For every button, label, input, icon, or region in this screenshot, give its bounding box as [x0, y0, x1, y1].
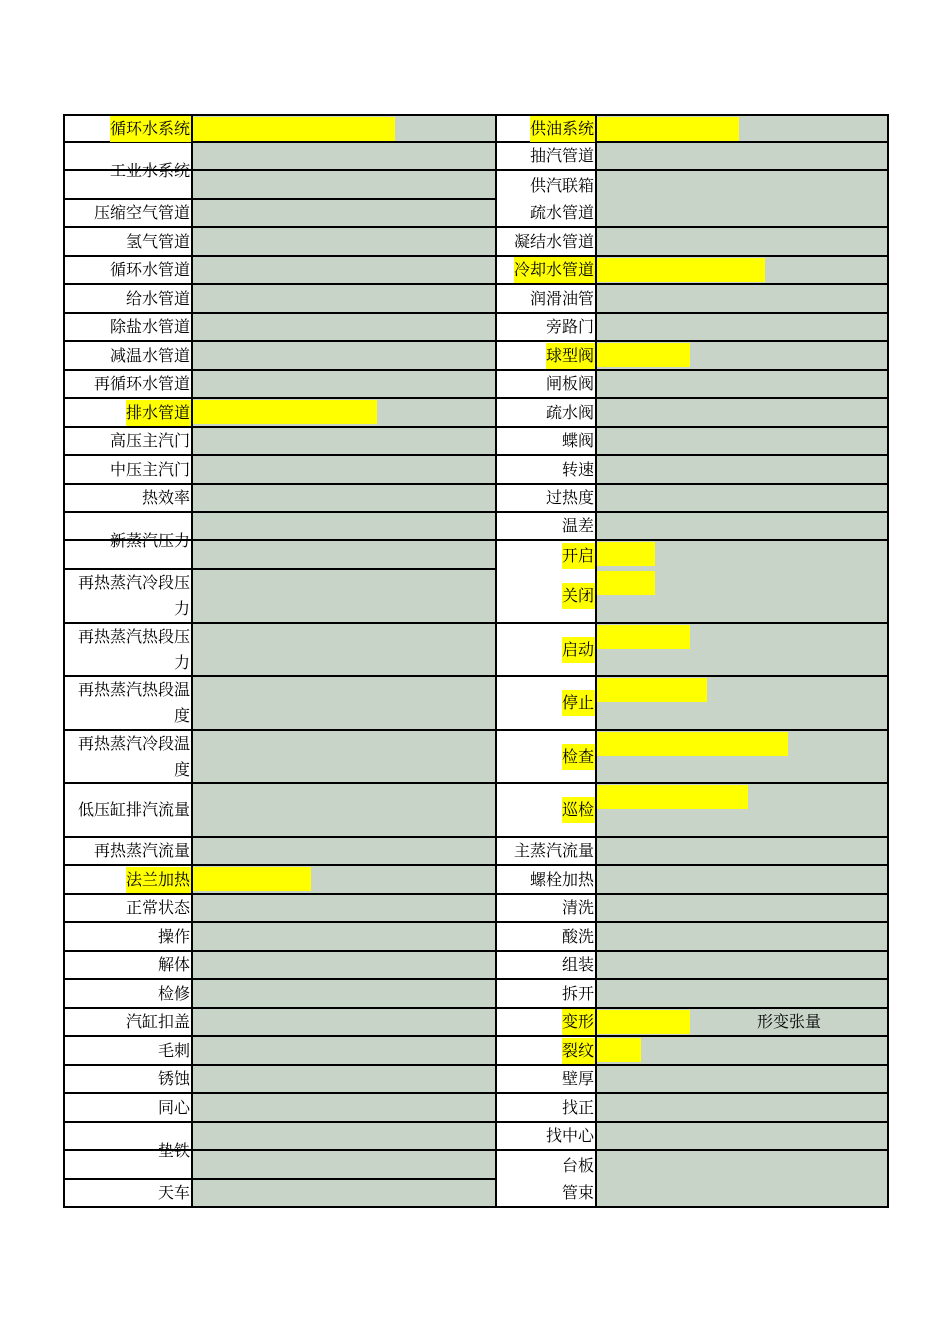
left-label: 循环水系统 [110, 116, 191, 142]
left-label: 再热蒸汽冷段压力 [77, 573, 190, 618]
left-label-cell[interactable] [63, 1009, 193, 1035]
right-value[interactable] [597, 200, 889, 226]
left-label: 同心 [157, 1097, 190, 1117]
right-label: 停止 [562, 690, 595, 716]
left-label: 再热蒸汽热段压力 [77, 627, 190, 672]
sub-row [63, 1123, 889, 1151]
left-value[interactable] [193, 866, 495, 893]
highlight-bar [597, 1010, 690, 1034]
table-row [63, 513, 889, 570]
left-label-cell[interactable] [63, 1066, 193, 1092]
left-label: 中压主汽门 [109, 459, 190, 479]
left-label: 高压主汽门 [109, 431, 190, 450]
right-label: 组装 [561, 955, 594, 974]
right-label: 壁厚 [561, 1069, 594, 1088]
right-label: 闸板阀 [545, 374, 594, 393]
table-row [63, 980, 889, 1009]
left-label-cell[interactable] [63, 285, 193, 312]
left-label-cell[interactable] [63, 371, 193, 397]
left-label-cell[interactable] [63, 485, 193, 511]
right-label-cell[interactable] [495, 541, 597, 570]
left-value[interactable] [193, 1066, 495, 1092]
right-value[interactable] [597, 895, 889, 921]
left-label: 新蒸汽压力 [109, 530, 190, 550]
left-label-cell[interactable] [63, 1037, 193, 1064]
left-label-cell[interactable] [63, 895, 193, 921]
left-value[interactable] [193, 570, 495, 622]
left-label: 锈蚀 [157, 1069, 190, 1088]
table-row [63, 314, 889, 342]
left-label-cell[interactable] [63, 428, 193, 454]
right-value[interactable] [597, 624, 889, 675]
left-label: 氢气管道 [125, 231, 190, 251]
table-row [63, 895, 889, 923]
left-label: 低压缸排汽流量 [77, 800, 190, 819]
left-label: 除盐水管道 [109, 317, 190, 336]
right-value[interactable] [597, 171, 889, 200]
right-label: 球型阀 [546, 343, 595, 369]
right-value[interactable] [597, 371, 889, 397]
highlight-bar [193, 400, 377, 424]
left-value[interactable] [193, 677, 495, 729]
table-row [63, 114, 889, 143]
table-row [63, 570, 889, 624]
right-label-cell[interactable] [495, 1151, 597, 1180]
table-row [63, 1066, 889, 1094]
right-value[interactable] [597, 677, 889, 729]
left-label-cell[interactable] [63, 570, 193, 622]
left-label-cell[interactable] [63, 1180, 193, 1206]
left-label-cell[interactable] [63, 624, 193, 675]
right-label: 转速 [561, 459, 594, 479]
left-label: 操作 [157, 926, 190, 946]
left-label: 汽缸扣盖 [125, 1012, 190, 1031]
right-label: 启动 [562, 637, 595, 663]
sub-row [63, 171, 889, 200]
left-value[interactable] [193, 428, 495, 454]
right-value[interactable] [597, 314, 889, 340]
right-label-cell[interactable] [495, 285, 597, 312]
left-label-cell[interactable] [63, 784, 193, 836]
left-label-cell[interactable] [63, 952, 193, 978]
table-row [63, 399, 889, 428]
right-value[interactable] [597, 1151, 889, 1180]
right-label-cell[interactable] [495, 677, 597, 729]
right-label-cell[interactable] [495, 314, 597, 340]
highlight-bar [597, 625, 690, 649]
right-value[interactable] [597, 428, 889, 454]
right-label: 主蒸汽流量 [513, 841, 594, 860]
left-label: 压缩空气管道 [93, 203, 190, 222]
right-label-cell[interactable] [495, 838, 597, 864]
right-value[interactable] [597, 541, 889, 570]
left-value[interactable] [193, 285, 495, 312]
left-value[interactable] [193, 257, 495, 283]
left-value[interactable] [193, 200, 495, 226]
left-label-cell[interactable] [63, 980, 193, 1007]
right-value[interactable] [597, 731, 889, 782]
left-label: 工业水系统 [109, 160, 190, 180]
highlight-bar [597, 678, 707, 702]
left-value[interactable] [193, 371, 495, 397]
left-label: 再热蒸汽热段温度 [77, 680, 190, 725]
right-value[interactable] [597, 1180, 889, 1206]
right-label-cell[interactable] [495, 257, 597, 283]
left-label: 检修 [157, 983, 190, 1003]
right-value[interactable] [597, 1094, 889, 1121]
right-value[interactable] [597, 513, 889, 539]
table-row [63, 143, 889, 200]
right-label: 旁路门 [545, 317, 594, 336]
right-label: 螺栓加热 [529, 869, 594, 889]
left-value[interactable] [193, 228, 495, 255]
right-value[interactable] [597, 1037, 889, 1064]
left-label-cell[interactable] [63, 866, 193, 893]
table-row [63, 1123, 889, 1180]
right-value[interactable] [597, 923, 889, 950]
right-value[interactable] [597, 342, 889, 369]
right-value[interactable] [597, 285, 889, 312]
highlight-bar [597, 571, 655, 595]
right-label-cell[interactable] [495, 1123, 597, 1149]
right-label-cell[interactable] [495, 895, 597, 921]
right-label: 清洗 [561, 898, 594, 917]
table-row [63, 456, 889, 485]
right-label: 疏水管道 [529, 203, 594, 222]
left-label: 减温水管道 [109, 345, 190, 365]
highlight-bar [597, 343, 690, 367]
left-label-cell[interactable] [63, 257, 193, 283]
left-label-cell[interactable] [63, 923, 193, 950]
highlight-bar [597, 258, 765, 282]
right-label-cell[interactable] [495, 1037, 597, 1064]
right-label: 凝结水管道 [513, 231, 594, 251]
right-value[interactable] [597, 1009, 889, 1035]
left-value[interactable] [193, 314, 495, 340]
data-table [63, 114, 889, 1208]
right-label-cell[interactable] [495, 784, 597, 836]
right-label-cell[interactable] [495, 428, 597, 454]
left-label: 法兰加热 [126, 867, 191, 893]
right-value[interactable] [597, 116, 889, 141]
table-row [63, 285, 889, 314]
right-label-cell[interactable] [495, 456, 597, 483]
right-value[interactable] [597, 257, 889, 283]
table-row [63, 731, 889, 784]
table-row [63, 923, 889, 952]
highlight-bar [193, 867, 311, 891]
right-label: 冷却水管道 [514, 257, 595, 283]
right-label: 管束 [561, 1183, 594, 1202]
right-label-cell[interactable] [495, 1009, 597, 1035]
right-value[interactable] [597, 399, 889, 426]
left-label-cell[interactable] [63, 1094, 193, 1121]
table-row [63, 428, 889, 456]
right-value[interactable] [597, 838, 889, 864]
left-label-cell[interactable] [63, 342, 193, 369]
right-label: 疏水阀 [545, 402, 594, 422]
right-label: 开启 [562, 543, 595, 569]
left-value[interactable] [193, 399, 495, 426]
right-label: 蝶阀 [561, 431, 594, 450]
right-value[interactable] [597, 456, 889, 483]
left-value[interactable] [193, 485, 495, 511]
right-label-cell[interactable] [495, 1180, 597, 1206]
table-row [63, 200, 889, 228]
sub-row [63, 1151, 889, 1180]
table-row [63, 866, 889, 895]
right-value[interactable] [597, 143, 889, 169]
highlight-bar [597, 732, 788, 756]
table-row [63, 677, 889, 731]
left-label: 给水管道 [125, 288, 190, 308]
table-row [63, 1180, 889, 1208]
left-value[interactable] [193, 1009, 495, 1035]
table-row [63, 371, 889, 399]
left-value[interactable] [193, 1094, 495, 1121]
left-label-cell[interactable] [63, 200, 193, 226]
left-label-cell[interactable] [63, 838, 193, 864]
right-label-cell[interactable] [495, 923, 597, 950]
sub-row [63, 513, 889, 541]
left-label: 循环水管道 [109, 260, 190, 279]
left-value[interactable] [193, 784, 495, 836]
right-label-cell[interactable] [495, 952, 597, 978]
table-row [63, 1037, 889, 1066]
right-label: 裂纹 [562, 1038, 595, 1064]
right-value[interactable] [597, 866, 889, 893]
right-label-cell[interactable] [495, 200, 597, 226]
left-label: 排水管道 [126, 400, 191, 426]
table-row [63, 342, 889, 371]
left-value[interactable] [193, 116, 495, 141]
right-label: 找正 [561, 1097, 594, 1117]
left-label-cell[interactable] [63, 228, 193, 255]
right-label: 检查 [562, 744, 595, 770]
left-label: 再热蒸汽流量 [93, 841, 190, 860]
left-label: 垫铁 [157, 1140, 190, 1160]
left-label: 再热蒸汽冷段温度 [77, 734, 190, 779]
right-value[interactable] [597, 570, 889, 622]
right-label-cell[interactable] [495, 570, 597, 622]
right-label-cell[interactable] [495, 731, 597, 782]
table-row [63, 838, 889, 866]
right-value[interactable] [597, 784, 889, 836]
left-label: 天车 [157, 1183, 190, 1202]
table-row [63, 485, 889, 513]
right-label-cell[interactable] [495, 980, 597, 1007]
left-value[interactable] [193, 342, 495, 369]
left-label-cell[interactable] [63, 456, 193, 483]
table-row [63, 784, 889, 838]
left-label-cell[interactable] [63, 399, 193, 426]
left-label: 解体 [157, 955, 190, 974]
right-label-cell[interactable] [495, 342, 597, 369]
table-row [63, 1009, 889, 1037]
left-value[interactable] [193, 624, 495, 675]
table-row [63, 952, 889, 980]
right-label-cell[interactable] [495, 371, 597, 397]
highlight-bar [597, 117, 739, 141]
left-value[interactable] [193, 895, 495, 921]
right-label-cell[interactable] [495, 116, 597, 141]
cell-note: 形变张量 [757, 1012, 822, 1031]
right-label: 温差 [561, 516, 594, 535]
right-label: 供油系统 [530, 116, 595, 142]
left-label-cell[interactable] [63, 116, 193, 141]
right-label-cell[interactable] [495, 143, 597, 169]
right-value[interactable] [597, 485, 889, 511]
left-value[interactable] [193, 731, 495, 782]
right-label-cell[interactable] [495, 228, 597, 255]
right-label-cell[interactable] [495, 624, 597, 675]
left-label-cell[interactable] [63, 314, 193, 340]
right-label-cell[interactable] [495, 866, 597, 893]
right-label-cell[interactable] [495, 1094, 597, 1121]
left-value[interactable] [193, 838, 495, 864]
table-row [63, 624, 889, 677]
left-label: 再循环水管道 [93, 374, 190, 393]
right-label-cell[interactable] [495, 1066, 597, 1092]
left-value[interactable] [193, 923, 495, 950]
right-label: 过热度 [545, 488, 594, 507]
left-label-cell[interactable] [63, 731, 193, 782]
table-row [63, 228, 889, 257]
right-label-cell[interactable] [495, 399, 597, 426]
right-value[interactable] [597, 1066, 889, 1092]
left-label: 热效率 [141, 488, 190, 507]
right-label: 找中心 [545, 1126, 594, 1145]
right-label: 供汽联箱 [529, 175, 594, 195]
right-label: 润滑油管 [529, 288, 594, 308]
table-row [63, 1094, 889, 1123]
right-label: 拆开 [561, 983, 594, 1003]
highlight-bar [597, 785, 748, 809]
left-value[interactable] [193, 1037, 495, 1064]
sub-row [63, 541, 889, 570]
right-label: 抽汽管道 [529, 146, 594, 165]
sub-row [63, 143, 889, 171]
right-value[interactable] [597, 1123, 889, 1149]
right-label: 变形 [562, 1009, 595, 1035]
highlight-bar [597, 1038, 641, 1062]
left-value[interactable] [193, 952, 495, 978]
right-value[interactable] [597, 952, 889, 978]
highlight-bar [597, 542, 655, 566]
right-label: 台板 [561, 1155, 594, 1175]
left-label: 毛刺 [157, 1040, 190, 1060]
right-value[interactable] [597, 980, 889, 1007]
left-label: 正常状态 [125, 898, 190, 917]
right-label: 巡检 [562, 797, 595, 823]
highlight-bar [193, 117, 395, 141]
right-value[interactable] [597, 228, 889, 255]
right-label-cell[interactable] [495, 485, 597, 511]
left-value[interactable] [193, 456, 495, 483]
right-label-cell[interactable] [495, 171, 597, 200]
table-row [63, 257, 889, 285]
right-label-cell[interactable] [495, 513, 597, 539]
left-value[interactable] [193, 1180, 495, 1206]
right-label: 关闭 [562, 583, 595, 609]
left-label-cell[interactable] [63, 677, 193, 729]
left-value[interactable] [193, 980, 495, 1007]
right-label: 酸洗 [561, 926, 594, 946]
